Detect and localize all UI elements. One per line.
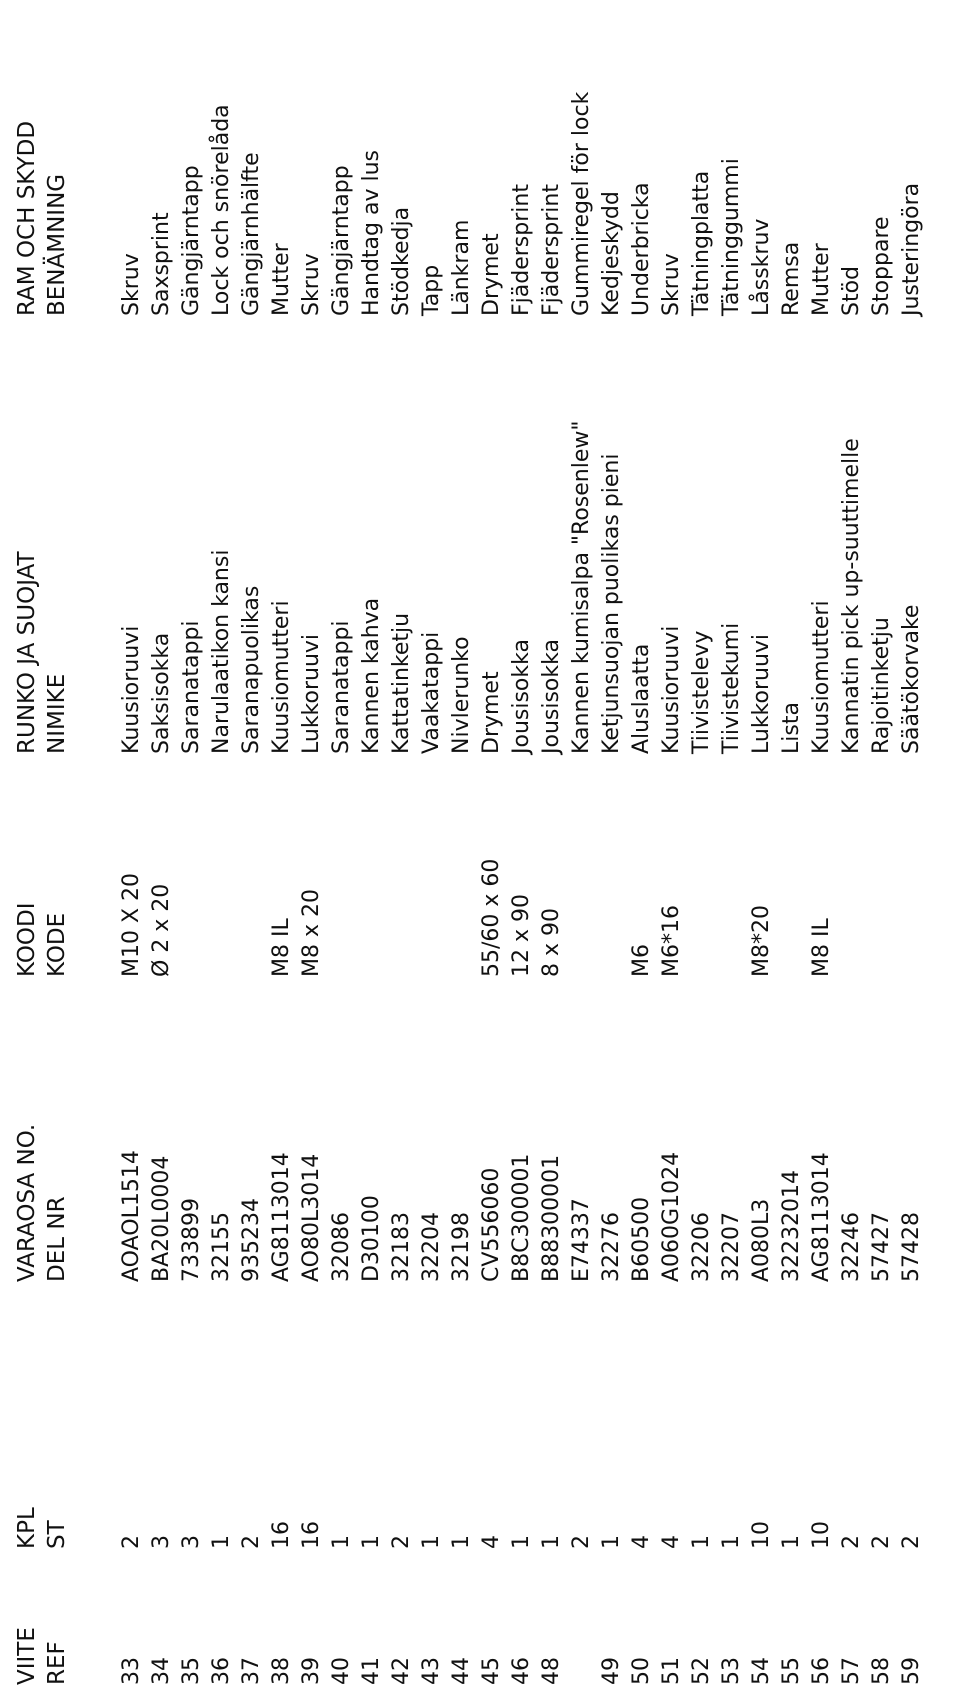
header-qty-sv: ST bbox=[44, 1520, 70, 1549]
cell-name-sv: Underbricka bbox=[629, 182, 654, 316]
cell-name-sv: Tätninggummi bbox=[719, 158, 744, 316]
cell-name-fi: Drymet bbox=[479, 671, 504, 754]
cell-ref: 48 bbox=[539, 1657, 564, 1685]
cell-name-fi: Vaakatappi bbox=[419, 631, 444, 754]
cell-qty: 4 bbox=[659, 1535, 684, 1549]
cell-part-number: 32198 bbox=[449, 1212, 474, 1282]
cell-name-sv: Saxsprint bbox=[149, 212, 174, 316]
cell-qty: 1 bbox=[509, 1535, 534, 1549]
cell-name-sv: Gängjärntapp bbox=[329, 165, 354, 316]
cell-name-sv: Fjädersprint bbox=[539, 184, 564, 316]
cell-code: M8 IL bbox=[809, 918, 834, 977]
cell-ref: 56 bbox=[809, 1657, 834, 1685]
header-title-sv: RAM OCH SKYDD bbox=[14, 120, 40, 316]
header-ref-fi: VIITE bbox=[14, 1627, 40, 1685]
header-code-fi: KOODI bbox=[14, 902, 40, 977]
cell-part-number: AG8113014 bbox=[269, 1152, 294, 1282]
cell-part-number: AOAOL1514 bbox=[119, 1150, 144, 1282]
cell-name-fi: Jousisokka bbox=[539, 639, 564, 754]
cell-name-sv: Handtag av lus bbox=[359, 149, 384, 316]
cell-ref: 34 bbox=[149, 1657, 174, 1685]
cell-ref: 52 bbox=[689, 1657, 714, 1685]
cell-name-sv: Skruv bbox=[299, 253, 324, 316]
cell-qty: 2 bbox=[239, 1535, 264, 1549]
cell-ref: 42 bbox=[389, 1657, 414, 1685]
cell-ref: 54 bbox=[749, 1657, 774, 1685]
cell-name-fi: Nivlerunko bbox=[449, 636, 474, 754]
cell-qty: 2 bbox=[899, 1535, 924, 1549]
cell-name-sv: Länkram bbox=[449, 219, 474, 316]
cell-qty: 10 bbox=[749, 1521, 774, 1549]
cell-qty: 2 bbox=[869, 1535, 894, 1549]
cell-name-fi: Säätökorvake bbox=[899, 604, 924, 754]
cell-part-number: D30100 bbox=[359, 1195, 384, 1282]
cell-part-number: 32207 bbox=[719, 1212, 744, 1282]
cell-code: 12 x 90 bbox=[509, 894, 534, 977]
cell-qty: 4 bbox=[479, 1535, 504, 1549]
cell-ref: 46 bbox=[509, 1657, 534, 1685]
cell-code: M6*16 bbox=[659, 905, 684, 977]
cell-ref: 35 bbox=[179, 1657, 204, 1685]
cell-name-fi: Kuusiomutteri bbox=[269, 600, 294, 754]
cell-ref: 58 bbox=[869, 1657, 894, 1685]
cell-code: M6 bbox=[629, 944, 654, 977]
cell-ref: 44 bbox=[449, 1657, 474, 1685]
cell-part-number: 32086 bbox=[329, 1212, 354, 1282]
cell-qty: 1 bbox=[779, 1535, 804, 1549]
cell-name-sv: Mutter bbox=[809, 243, 834, 316]
cell-ref: 43 bbox=[419, 1657, 444, 1685]
cell-name-fi: Saranatappi bbox=[329, 620, 354, 754]
cell-part-number: B8C300001 bbox=[509, 1153, 534, 1282]
cell-name-fi: Kattatinketju bbox=[389, 612, 414, 754]
cell-part-number: 32206 bbox=[689, 1212, 714, 1282]
cell-name-fi: Rajoitinketju bbox=[869, 617, 894, 754]
cell-name-sv: Skruv bbox=[659, 253, 684, 316]
cell-name-fi: Kannen kumisalpa "Rosenlew" bbox=[569, 420, 594, 754]
cell-code: M8 IL bbox=[269, 918, 294, 977]
cell-part-number: 32155 bbox=[209, 1212, 234, 1282]
cell-ref: 37 bbox=[239, 1657, 264, 1685]
cell-name-sv: Justeringöra bbox=[899, 182, 924, 316]
cell-qty: 1 bbox=[599, 1535, 624, 1549]
cell-code: M10 X 20 bbox=[119, 872, 144, 977]
cell-part-number: 32246 bbox=[839, 1212, 864, 1282]
cell-name-sv: Gängjärntapp bbox=[179, 165, 204, 316]
cell-part-number: AO80L3014 bbox=[299, 1153, 324, 1282]
cell-part-number: 57427 bbox=[869, 1212, 894, 1282]
cell-part-number: E74337 bbox=[569, 1198, 594, 1282]
cell-name-sv: Låsskruv bbox=[749, 218, 774, 316]
cell-ref: 49 bbox=[599, 1657, 624, 1685]
cell-qty: 1 bbox=[359, 1535, 384, 1549]
cell-ref: 53 bbox=[719, 1657, 744, 1685]
header-name-fi: NIMIKE bbox=[44, 673, 70, 754]
cell-name-fi: Kannatin pick up-suuttimelle bbox=[839, 438, 864, 754]
cell-name-fi: Narulaatikon kansi bbox=[209, 549, 234, 754]
cell-part-number: B88300001 bbox=[539, 1154, 564, 1282]
cell-qty: 1 bbox=[449, 1535, 474, 1549]
cell-code: Ø 2 x 20 bbox=[149, 883, 174, 977]
cell-name-fi: Tiivistekumi bbox=[719, 622, 744, 754]
cell-part-number: CV556060 bbox=[479, 1167, 504, 1282]
cell-name-sv: Mutter bbox=[269, 243, 294, 316]
cell-part-number: 32276 bbox=[599, 1212, 624, 1282]
header-part-sv: DEL NR bbox=[44, 1196, 70, 1282]
cell-name-fi: Saksisokka bbox=[149, 632, 174, 754]
header-code-sv: KODE bbox=[44, 912, 70, 977]
cell-name-fi: Kuusiomutteri bbox=[809, 600, 834, 754]
cell-ref: 33 bbox=[119, 1657, 144, 1685]
cell-name-fi: Saranatappi bbox=[179, 620, 204, 754]
cell-name-fi: Jousisokka bbox=[509, 639, 534, 754]
cell-qty: 2 bbox=[389, 1535, 414, 1549]
header-title-fi: RUNKO JA SUOJAT bbox=[14, 551, 40, 754]
cell-ref: 40 bbox=[329, 1657, 354, 1685]
cell-ref: 55 bbox=[779, 1657, 804, 1685]
cell-part-number: B60500 bbox=[629, 1196, 654, 1282]
cell-ref: 51 bbox=[659, 1657, 684, 1685]
header-qty-fi: KPL bbox=[14, 1507, 40, 1549]
cell-name-fi: Kannen kahva bbox=[359, 597, 384, 754]
cell-name-sv: Gummiregel för lock bbox=[569, 91, 594, 316]
cell-qty: 1 bbox=[209, 1535, 234, 1549]
cell-part-number: 935234 bbox=[239, 1198, 264, 1282]
cell-qty: 1 bbox=[329, 1535, 354, 1549]
cell-qty: 2 bbox=[569, 1535, 594, 1549]
cell-name-fi: Kuusioruuvi bbox=[659, 625, 684, 754]
cell-name-fi: Lukkoruuvi bbox=[749, 633, 774, 754]
cell-qty: 1 bbox=[689, 1535, 714, 1549]
cell-part-number: BA20L0004 bbox=[149, 1155, 174, 1282]
cell-qty: 2 bbox=[119, 1535, 144, 1549]
cell-part-number: 733899 bbox=[179, 1198, 204, 1282]
cell-name-sv: Tapp bbox=[419, 264, 444, 316]
cell-qty: 1 bbox=[419, 1535, 444, 1549]
cell-name-fi: Ketjunsuojan puolikas pieni bbox=[599, 453, 624, 754]
cell-code: 55/60 x 60 bbox=[479, 858, 504, 977]
cell-qty: 3 bbox=[179, 1535, 204, 1549]
cell-part-number: 32232014 bbox=[779, 1170, 804, 1282]
cell-part-number: 57428 bbox=[899, 1212, 924, 1282]
cell-ref: 38 bbox=[269, 1657, 294, 1685]
header-part-fi: VARAOSA NO. bbox=[14, 1123, 40, 1282]
cell-name-fi: Saranapuolikas bbox=[239, 585, 264, 754]
cell-code: M8 x 20 bbox=[299, 889, 324, 977]
cell-name-sv: Remsa bbox=[779, 241, 804, 316]
cell-name-sv: Stödkedja bbox=[389, 206, 414, 316]
cell-qty: 16 bbox=[299, 1521, 324, 1549]
cell-ref: 41 bbox=[359, 1657, 384, 1685]
cell-code: 8 x 90 bbox=[539, 908, 564, 977]
cell-ref: 39 bbox=[299, 1657, 324, 1685]
cell-part-number: A060G1024 bbox=[659, 1151, 684, 1282]
cell-qty: 10 bbox=[809, 1521, 834, 1549]
cell-name-sv: Drymet bbox=[479, 233, 504, 316]
header-name-sv: BENÄMNING bbox=[44, 173, 70, 316]
cell-name-fi: Lukkoruuvi bbox=[299, 633, 324, 754]
cell-ref: 45 bbox=[479, 1657, 504, 1685]
cell-qty: 1 bbox=[539, 1535, 564, 1549]
cell-name-sv: Kedjeskydd bbox=[599, 191, 624, 316]
cell-name-sv: Fjädersprint bbox=[509, 184, 534, 316]
cell-ref: 57 bbox=[839, 1657, 864, 1685]
cell-qty: 16 bbox=[269, 1521, 294, 1549]
cell-part-number: AG8113014 bbox=[809, 1152, 834, 1282]
cell-qty: 4 bbox=[629, 1535, 654, 1549]
cell-name-sv: Skruv bbox=[119, 253, 144, 316]
cell-name-fi: Tiivistelevy bbox=[689, 630, 714, 754]
cell-qty: 2 bbox=[839, 1535, 864, 1549]
cell-qty: 1 bbox=[719, 1535, 744, 1549]
cell-qty: 3 bbox=[149, 1535, 174, 1549]
cell-name-sv: Gängjärnhälfte bbox=[239, 152, 264, 316]
cell-ref: 36 bbox=[209, 1657, 234, 1685]
cell-name-fi: Lista bbox=[779, 702, 804, 754]
cell-name-sv: Stöd bbox=[839, 265, 864, 316]
cell-name-fi: Aluslaatta bbox=[629, 643, 654, 754]
cell-part-number: A080L3 bbox=[749, 1198, 774, 1282]
cell-code: M8*20 bbox=[749, 905, 774, 977]
cell-part-number: 32204 bbox=[419, 1212, 444, 1282]
cell-ref: 50 bbox=[629, 1657, 654, 1685]
cell-part-number: 32183 bbox=[389, 1212, 414, 1282]
cell-name-fi: Kuusioruuvi bbox=[119, 625, 144, 754]
cell-name-sv: Lock och snörelåda bbox=[209, 104, 234, 316]
header-ref-sv: REF bbox=[44, 1641, 70, 1685]
cell-ref: 59 bbox=[899, 1657, 924, 1685]
cell-name-sv: Tätningplatta bbox=[689, 170, 714, 316]
cell-name-sv: Stoppare bbox=[869, 216, 894, 316]
